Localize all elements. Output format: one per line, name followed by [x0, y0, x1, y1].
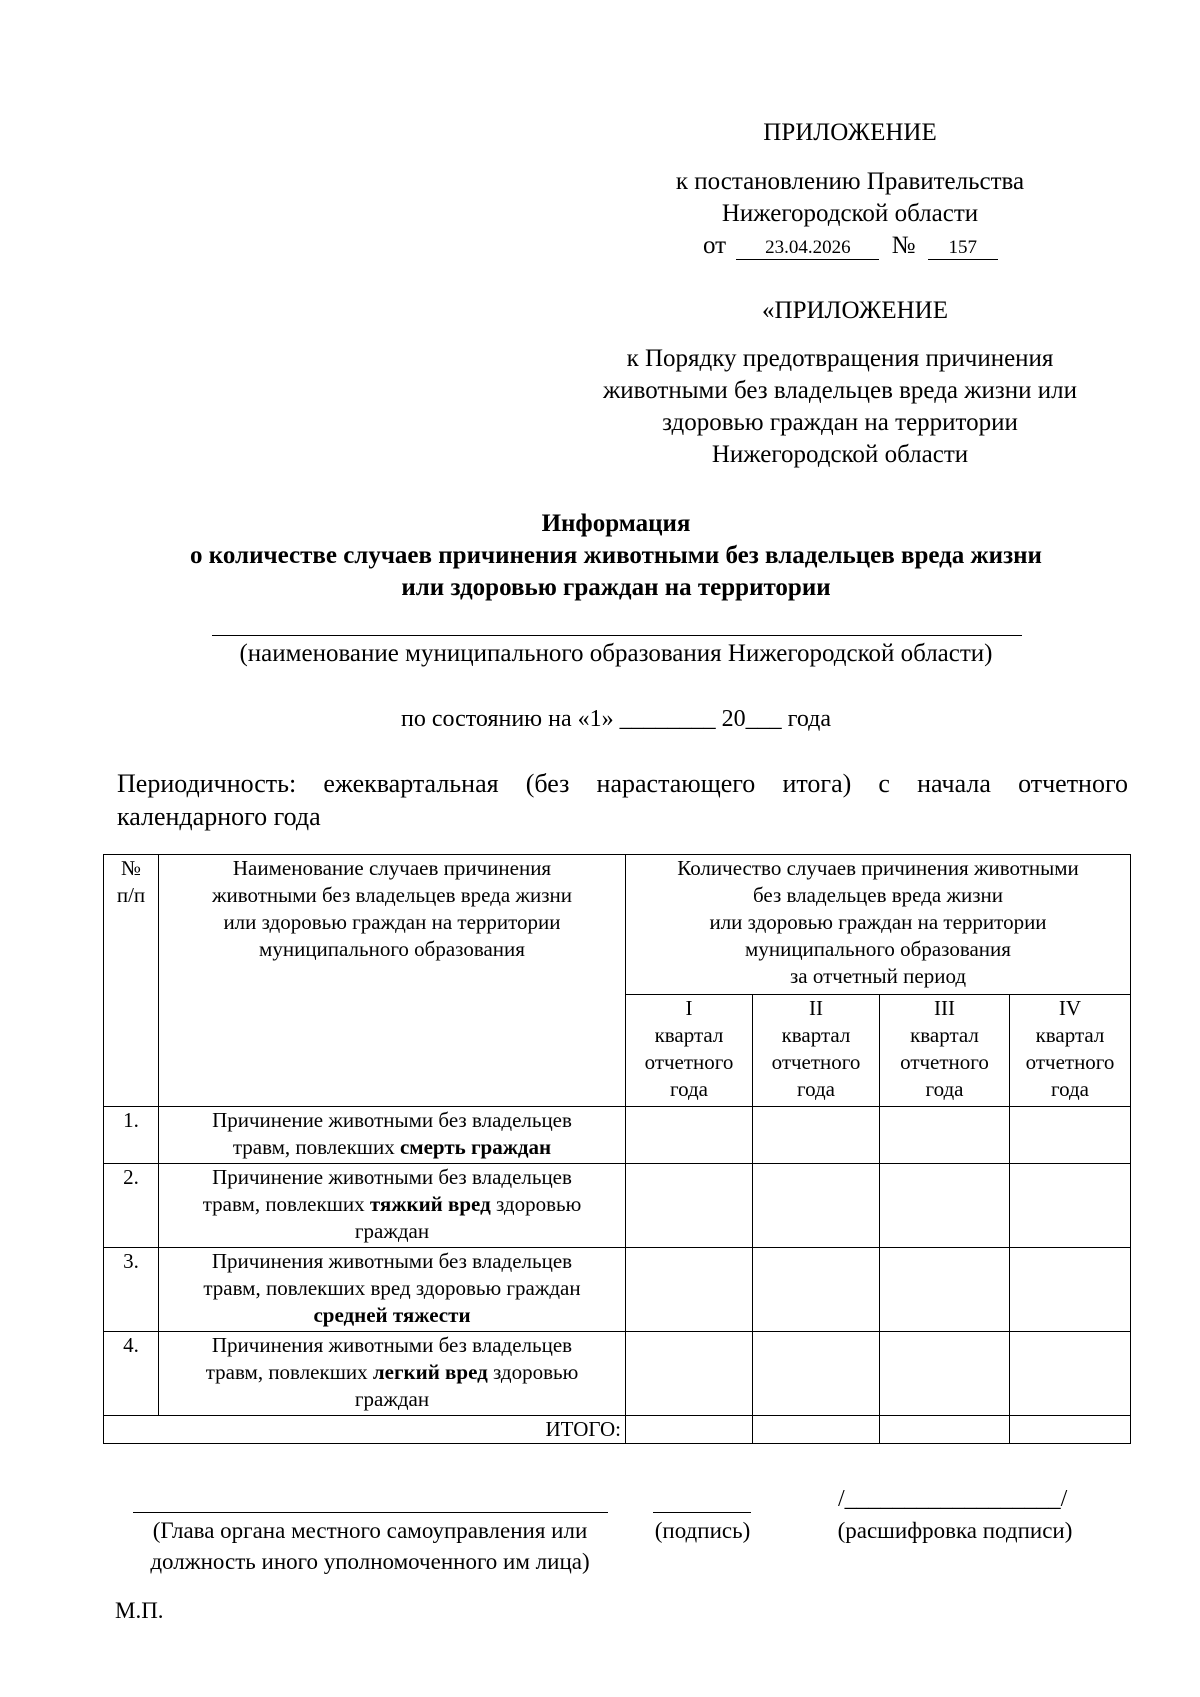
quarter-header-1: I квартал отчетного года [626, 995, 753, 1107]
appendix2-line-3: здоровью граждан на территории [662, 409, 1018, 436]
q1-value-input[interactable] [626, 1332, 753, 1416]
document-subtitle-1: о количестве случаев причинения животными без владельцев вреда жизни [190, 542, 1042, 569]
q4-value-input[interactable] [1010, 1332, 1131, 1416]
col-name-l1: Наименование случаев причинения [232, 856, 552, 880]
col-count-l3: или здоровью граждан на территории [709, 910, 1047, 934]
total-label: ИТОГО: [104, 1416, 626, 1444]
stamp-place: М.П. [115, 1598, 164, 1623]
row-number: 2. [104, 1164, 159, 1248]
quarter-header-3: III квартал отчетного года [880, 995, 1010, 1107]
q4-value-input[interactable] [1010, 1164, 1131, 1248]
col-header-count [626, 855, 1131, 995]
q3-value-input[interactable] [880, 1248, 1010, 1332]
row-number: 3. [104, 1248, 159, 1332]
col-name-l2: животными без владельцев вреда жизни [211, 883, 573, 907]
col-count-l5: за отчетный период [789, 964, 967, 988]
q3-value-input[interactable] [880, 1164, 1010, 1248]
total-row [104, 1416, 1131, 1444]
col-count-l4: муниципального образования [745, 937, 1011, 961]
from-label: от [703, 232, 727, 259]
state-as-of: по состоянию на «1» ________ 20___ года [400, 706, 832, 732]
table-row [104, 1248, 1131, 1332]
appendix2-title: «ПРИЛОЖЕНИЕ [762, 297, 948, 324]
date-field: 23.04.2026 [736, 237, 879, 260]
head-caption-1: (Глава органа местного самоуправления или [152, 1518, 588, 1543]
periodicity-line-1: Периодичность: ежеквартальная (без нарастающего итога) с начала отчетного [117, 769, 1128, 798]
quarter-header-4: IV квартал отчетного года [1010, 995, 1131, 1107]
appendix-title: ПРИЛОЖЕНИЕ [763, 119, 937, 146]
appendix-date-line [703, 230, 998, 262]
appendix-line-2: Нижегородской области [721, 200, 979, 227]
col-header-number [104, 855, 159, 1107]
row-number: 1. [104, 1107, 159, 1164]
q3-value-input[interactable] [880, 1332, 1010, 1416]
q2-value-input[interactable] [753, 1164, 880, 1248]
col-count-l2: без владельцев вреда жизни [753, 883, 1003, 907]
q1-total-input[interactable] [626, 1416, 753, 1444]
q4-value-input[interactable] [1010, 1107, 1131, 1164]
number-field: 157 [928, 237, 998, 260]
table-row [104, 1332, 1131, 1416]
q1-value-input[interactable] [626, 1248, 753, 1332]
decode-line: /__________________/ [838, 1486, 1068, 1512]
cases-table [103, 854, 1131, 1444]
municipality-caption: (наименование муниципального образования Нижегородской области) [239, 640, 993, 667]
number-sign: № [891, 232, 916, 259]
document-title: Информация [541, 510, 691, 537]
quarter-header-2: II квартал отчетного года [753, 995, 880, 1107]
appendix2-line-4: Нижегородской области [711, 441, 969, 468]
appendix-line-1: к постановлению Правительства [675, 168, 1025, 195]
row-name: Причинение животными без владельцев травм, повлекших смерть граждан [159, 1107, 626, 1164]
col-header-name [159, 855, 626, 1107]
q1-value-input[interactable] [626, 1164, 753, 1248]
q3-value-input[interactable] [880, 1107, 1010, 1164]
q1-value-input[interactable] [626, 1107, 753, 1164]
q2-value-input[interactable] [753, 1248, 880, 1332]
signature-caption: (подпись) [654, 1518, 751, 1543]
col-name-l4: муниципального образования [259, 937, 525, 961]
decode-caption: (расшифровка подписи) [837, 1518, 1073, 1543]
q4-value-input[interactable] [1010, 1248, 1131, 1332]
q3-total-input[interactable] [880, 1416, 1010, 1444]
col-count-l1: Количество случаев причинения животными [677, 856, 1079, 880]
head-signature-line [133, 1512, 608, 1513]
q4-total-input[interactable] [1010, 1416, 1131, 1444]
col-number-l1: № [120, 856, 142, 880]
appendix2-line-1: к Порядку предотвращения причинения [626, 345, 1054, 372]
row-name: Причинения животными без владельцев травм, повлекших легкий вред здоровью граждан [159, 1332, 626, 1416]
periodicity-line-2: календарного года [117, 802, 321, 831]
row-name: Причинение животными без владельцев травм, повлекших тяжкий вред здоровью граждан [159, 1164, 626, 1248]
row-number: 4. [104, 1332, 159, 1416]
row-name: Причинения животными без владельцев травм, повлекших вред здоровью граждан средней тяжести [159, 1248, 626, 1332]
head-caption-2: должность иного уполномоченного им лица) [150, 1549, 590, 1574]
q2-total-input[interactable] [753, 1416, 880, 1444]
document-subtitle-2: или здоровью граждан на территории [401, 574, 831, 601]
table-row [104, 1107, 1131, 1164]
q2-value-input[interactable] [753, 1107, 880, 1164]
q2-value-input[interactable] [753, 1332, 880, 1416]
table-row [104, 1164, 1131, 1248]
col-number-l2: п/п [116, 883, 146, 907]
col-name-l3: или здоровью граждан на территории [223, 910, 561, 934]
appendix2-line-2: животными без владельцев вреда жизни или [602, 377, 1078, 404]
municipality-underline [212, 635, 1022, 636]
signature-line [653, 1512, 751, 1513]
